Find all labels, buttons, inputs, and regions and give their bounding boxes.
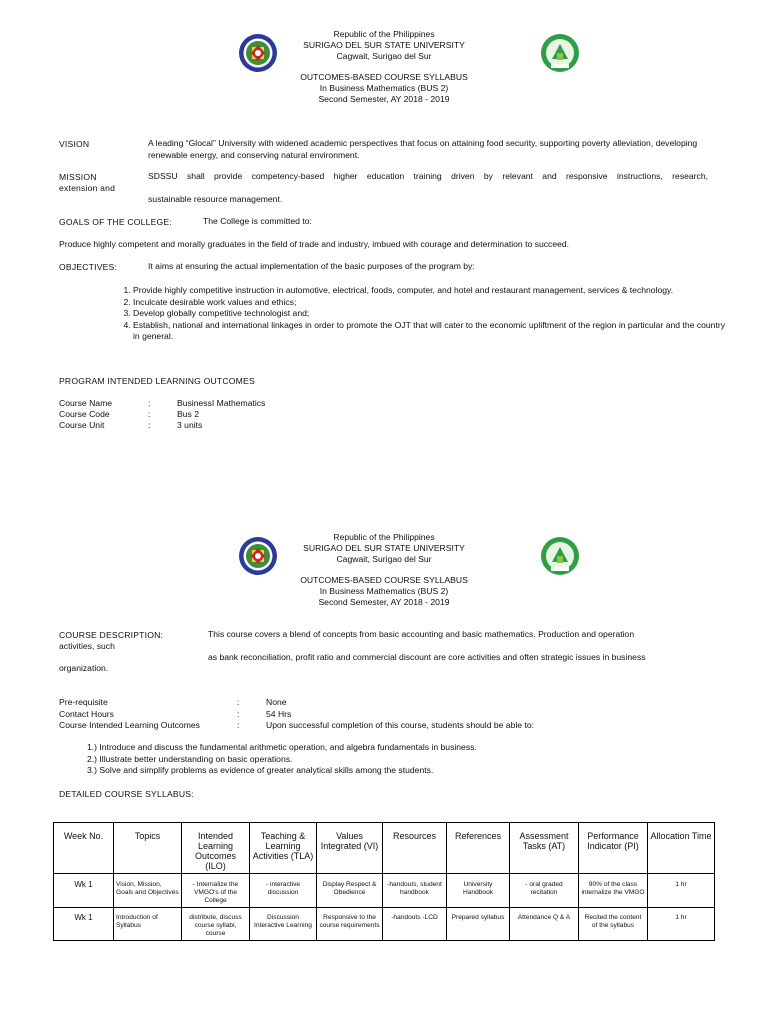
colon: :	[237, 709, 240, 719]
course-code-value: Bus 2	[177, 409, 199, 419]
goals-label: GOALS OF THE COLLEGE:	[59, 217, 172, 227]
objectives-label: OBJECTIVES:	[59, 262, 118, 272]
table-cell: University Handbook	[447, 874, 510, 908]
vision-label: VISION	[59, 139, 90, 149]
course-code-label: Course Code	[59, 409, 110, 419]
goals-intro: The College is committed to:	[203, 216, 312, 226]
header-semester: Second Semester, AY 2018 - 2019	[318, 597, 450, 607]
table-cell: -handouts, student handbook	[383, 874, 447, 908]
mission-label: MISSION	[59, 172, 97, 182]
table-cell: distribute, discuss course syllabi, course	[182, 908, 250, 941]
vision-text: A leading “Glocal” University with widened academic perspectives that focus on attaining food security, supporting poverty alleviation, developing renewable energy, and conserving natural environment.	[148, 138, 698, 160]
column-header: Resources	[383, 823, 447, 874]
colon: :	[148, 398, 151, 408]
table-cell: Vision, Mission, Goals and Objectives	[114, 874, 182, 908]
table-row	[54, 874, 715, 908]
objective-item: 3. Develop globally competitive technologist and;	[133, 308, 725, 320]
table-header-row	[54, 823, 715, 874]
prereq-value: None	[266, 697, 287, 707]
mission-text: SDSSU shall provide competency-based higher education training driven by relevant and responsive instructions, research,	[148, 171, 708, 181]
column-header: Week No.	[54, 823, 114, 874]
prereq-label: Pre-requisite	[59, 697, 108, 707]
table-cell: Prepared syllabus	[447, 908, 510, 941]
course-unit-value: 3 units	[177, 420, 203, 430]
table-cell: Introduction of Syllabus	[114, 908, 182, 941]
objectives-list	[117, 285, 725, 343]
header-republic: Republic of the Philippines	[333, 532, 435, 542]
goals-text: Produce highly competent and morally graduates in the field of trade and industry, imbued with courage and determination to succeed.	[59, 239, 570, 249]
syllabus-table	[53, 822, 715, 941]
colon: :	[148, 420, 151, 430]
table-cell: Recited the content of the syllabus	[579, 908, 648, 941]
colon: :	[148, 409, 151, 419]
course-description-text2: as bank reconciliation, profit ratio and commercial discount are core activities and often strategic issues in business	[208, 652, 646, 662]
table-cell: Attendance Q & A	[510, 908, 579, 941]
header-republic: Republic of the Philippines	[333, 29, 435, 39]
header-location: Cagwait, Surigao del Sur	[336, 554, 432, 564]
table-cell: Discussion Interactive Learning	[250, 908, 317, 941]
mission-text-cont: sustainable resource management.	[148, 194, 283, 204]
objective-item: 1. Provide highly competitive instruction in automotive, electrical, foods, computer, and hotel and restaurant management, services & technology.	[133, 285, 725, 297]
header-course-line: In Business Mathematics (BUS 2)	[319, 586, 449, 596]
course-description-text2-cont: organization.	[59, 663, 109, 673]
header-course-line: In Business Mathematics (BUS 2)	[319, 83, 449, 93]
table-cell: - Internalize the VMGO's of the College	[182, 874, 250, 908]
table-cell: Display Respect & Obedience	[317, 874, 383, 908]
table-cell: 90% of the class internalize the VMGO	[579, 874, 648, 908]
header-university: SURIGAO DEL SUR STATE UNIVERSITY	[303, 543, 465, 553]
colon: :	[237, 720, 240, 730]
cilo-outcome: 3.) Solve and simplify problems as evidence of greater analytical skills among the students.	[87, 765, 434, 775]
table-cell: Wk 1	[54, 908, 114, 941]
contact-hours-value: 54 Hrs	[266, 709, 292, 719]
column-header: References	[447, 823, 510, 874]
column-header: Teaching & Learning Activities (TLA)	[250, 823, 317, 874]
header-doc-title: OUTCOMES-BASED COURSE SYLLABUS	[300, 575, 468, 585]
table-cell: 1 hr	[648, 908, 715, 941]
course-name-value: BusinessI Mathematics	[177, 398, 266, 408]
contact-hours-label: Contact Hours	[59, 709, 114, 719]
column-header: Topics	[114, 823, 182, 874]
table-row	[54, 908, 715, 941]
colon: :	[237, 697, 240, 707]
cilo-outcome: 1.) Introduce and discuss the fundamental arithmetic operation, and algebra fundamentals in business.	[87, 742, 477, 752]
column-header: Values Integrated (VI)	[317, 823, 383, 874]
cilo-label: Course Intended Learning Outcomes	[59, 720, 200, 730]
pilo-heading: PROGRAM INTENDED LEARNING OUTCOMES	[59, 376, 255, 386]
column-header: Performance Indicator (PI)	[579, 823, 648, 874]
header-semester: Second Semester, AY 2018 - 2019	[318, 94, 450, 104]
table-cell: Wk 1	[54, 874, 114, 908]
header-doc-title: OUTCOMES-BASED COURSE SYLLABUS	[300, 72, 468, 82]
header-university: SURIGAO DEL SUR STATE UNIVERSITY	[303, 40, 465, 50]
table-cell: - oral graded recitation	[510, 874, 579, 908]
column-header: Assessment Tasks (AT)	[510, 823, 579, 874]
mission-label-cont: extension and	[59, 183, 116, 193]
table-cell: - interactive discussion	[250, 874, 317, 908]
table-cell: 1 hr	[648, 874, 715, 908]
objective-item: 4. Establish, national and international linkages in order to promote the OJT that will cater to the economic upliftment of the region in particular and the country in general.	[133, 320, 725, 343]
table-cell: -handouts -LCD	[383, 908, 447, 941]
course-unit-label: Course Unit	[59, 420, 105, 430]
table-cell: Responsive to the course requirements	[317, 908, 383, 941]
cilo-outcome: 2.) Illustrate better understanding on basic operations.	[87, 754, 293, 764]
course-name-label: Course Name	[59, 398, 113, 408]
objective-item: 2. Inculcate desirable work values and ethics;	[133, 297, 725, 309]
course-description-label: COURSE DESCRIPTION:	[59, 630, 164, 640]
column-header: Intended Learning Outcomes (ILO)	[182, 823, 250, 874]
course-description-text1: This course covers a blend of concepts from basic accounting and basic mathematics. Production and operation	[208, 629, 635, 639]
header-location: Cagwait, Surigao del Sur	[336, 51, 432, 61]
objectives-intro: It aims at ensuring the actual implementation of the basic purposes of the program by:	[148, 261, 475, 271]
detailed-syllabus-heading: DETAILED COURSE SYLLABUS:	[59, 789, 194, 799]
cilo-value: Upon successful completion of this course, students should be able to:	[266, 720, 534, 730]
column-header: Allocation Time	[648, 823, 715, 874]
course-description-text1-cont: activities, such	[59, 641, 115, 651]
